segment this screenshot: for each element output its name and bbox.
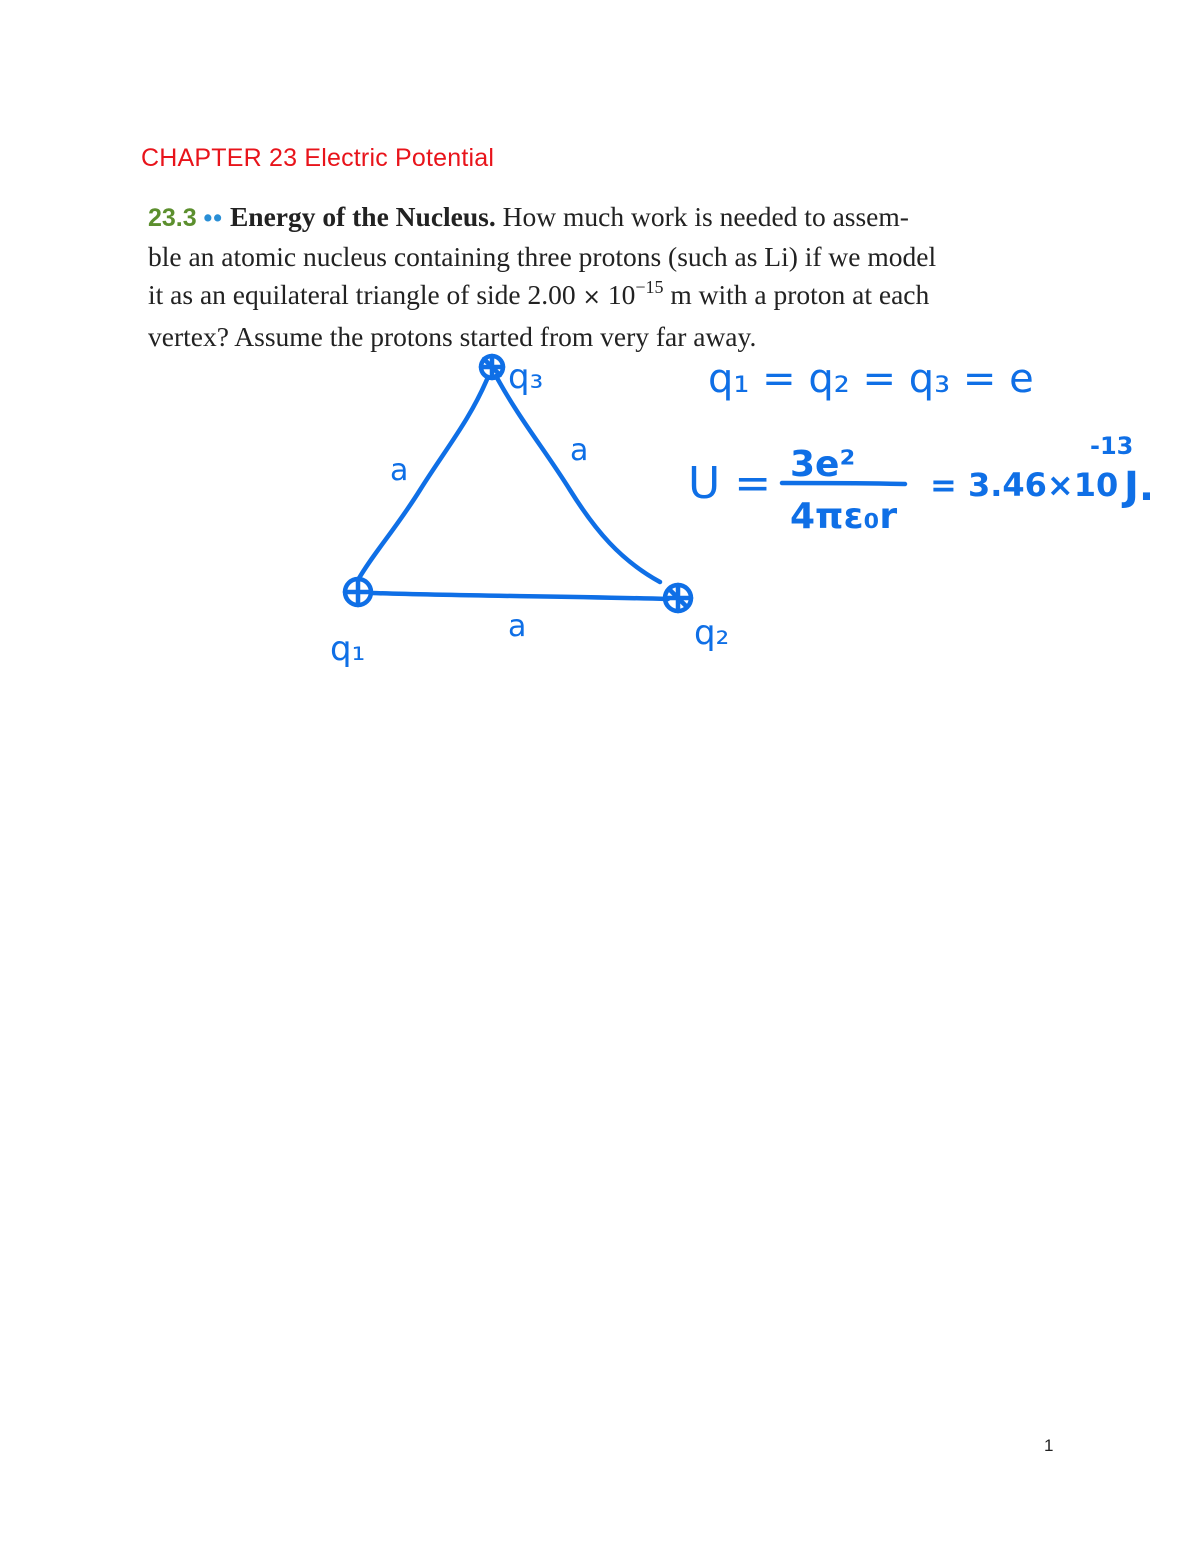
energy-numerator: 3e² <box>790 444 856 485</box>
problem-line-4: vertex? Assume the protons started from very far away. <box>148 320 757 352</box>
label-q2: q₂ <box>694 613 730 653</box>
label-side-left: a <box>390 453 409 488</box>
label-side-bottom: a <box>508 609 527 644</box>
equation-charges: q₁ = q₂ = q₃ = e <box>708 356 1034 402</box>
times-sign: × <box>582 285 601 310</box>
problem-number: 23.3 <box>148 204 197 232</box>
proton-q3 <box>481 356 503 378</box>
proton-q1 <box>345 579 371 605</box>
problem-line-2: ble an atomic nucleus containing three protons (such as Li) if we model <box>148 240 937 272</box>
energy-unit: J. <box>1124 464 1155 510</box>
triangle-side-right <box>496 376 660 582</box>
difficulty-dots: •• <box>203 204 224 232</box>
page-number: 1 <box>1044 1436 1054 1455</box>
label-side-right: a <box>570 433 589 468</box>
power-base: 10 <box>607 279 636 310</box>
problem-line-3-end: m with a proton at each <box>670 279 930 310</box>
energy-result: = 3.46×10 <box>930 466 1119 504</box>
label-q3: q₃ <box>508 357 544 397</box>
label-q1: q₁ <box>330 629 366 669</box>
triangle-side-bottom <box>372 593 668 599</box>
energy-exponent: -13 <box>1090 432 1134 460</box>
triangle-side-left <box>358 377 488 580</box>
energy-denominator: 4πε₀r <box>790 496 898 537</box>
problem-title: Energy of the Nucleus. <box>229 201 496 232</box>
proton-q2 <box>665 585 691 611</box>
problem-line-1-text: How much work is needed to assem- <box>502 201 909 232</box>
power-exponent: −15 <box>635 277 664 297</box>
problem-line-3-text: it as an equilateral triangle of side 2.00 <box>148 279 576 310</box>
chapter-title: CHAPTER 23 Electric Potential <box>141 144 495 172</box>
energy-lhs: U = <box>688 458 772 509</box>
